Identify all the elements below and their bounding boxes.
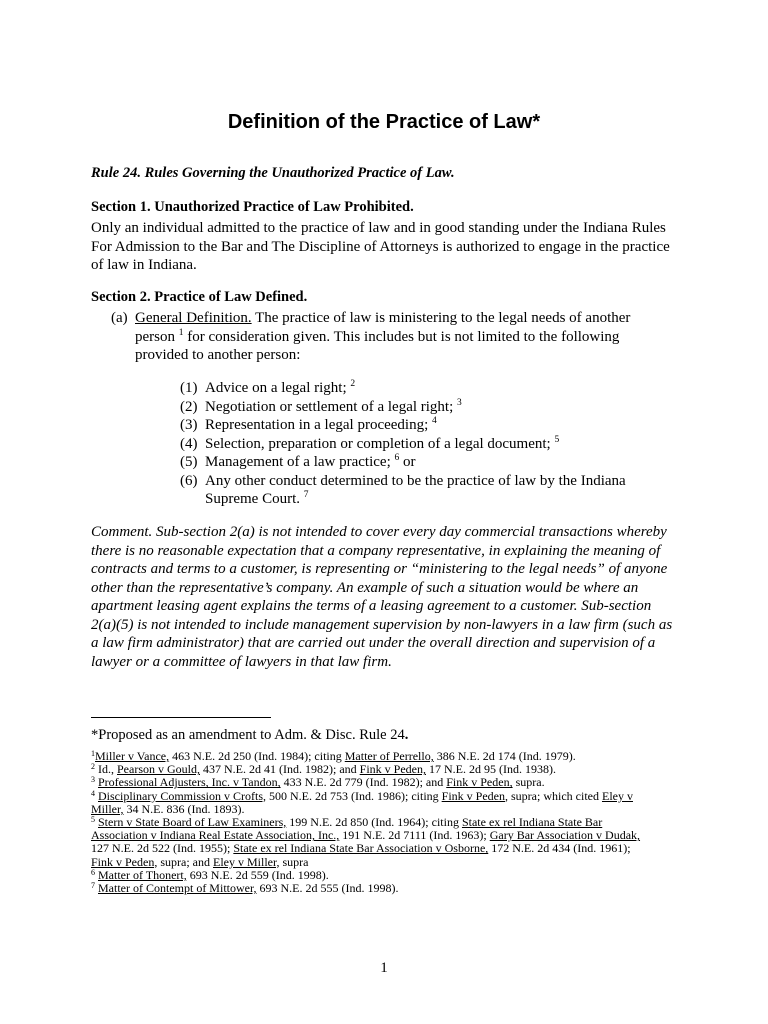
footnote-ref: 2 <box>350 379 356 389</box>
citation-text: 17 N.E. 2d 95 (Ind. 1938). <box>426 762 556 777</box>
proposed-note-period: . <box>404 727 409 743</box>
footnote-ref: 7 <box>303 490 309 500</box>
citation-text: 433 N.E. 2d 779 (Ind. 1982); and <box>280 775 447 790</box>
citation-text: 693 N.E. 2d 559 (Ind. 1998). <box>186 867 329 882</box>
comment-line: contracts and terms to a customer, is representing or “ministering to the legal needs” of anyone <box>91 561 668 577</box>
case-citation: Matter of Perrello, <box>344 749 434 763</box>
definition-line-1: The practice of law is ministering to the legal needs of another <box>251 310 631 326</box>
section-1-body <box>91 219 691 275</box>
definition-line-3: provided to another person: <box>135 347 301 363</box>
general-definition-term: General Definition. <box>135 310 252 326</box>
footnote-ref: 4 <box>432 416 437 426</box>
case-citation: Fink v Peden, <box>446 775 513 790</box>
list-item-text-continued: Supreme Court. <box>205 491 304 507</box>
list-item-number: (6) <box>180 472 198 489</box>
list-item-number: (4) <box>180 435 198 452</box>
footnote-ref: 1 <box>178 327 184 338</box>
case-citation: Eley v Miller, <box>213 854 280 869</box>
case-citation: Fink v Peden <box>441 788 505 803</box>
definition-line-2-start: person <box>135 328 179 345</box>
list-item-number: (3) <box>180 417 198 433</box>
list-item <box>180 379 650 398</box>
list-item <box>180 435 650 454</box>
footnote-number: 3 <box>91 775 95 785</box>
comment-line: 2(a)(5) is not intended to include management supervision by non-lawyers in a law firm (such as <box>91 616 673 633</box>
case-citation: Association v Indiana Real Estate Association, Inc., <box>91 828 340 843</box>
case-citation: Professional Adjusters, Inc. v Tandon, <box>98 775 281 790</box>
footnote-ref: 3 <box>457 397 462 408</box>
footnote-number: 6 <box>91 867 95 877</box>
citation-text: 463 N.E. 2d 250 (Ind. 1984); citing <box>169 749 345 763</box>
list-item-number: (1) <box>180 380 198 396</box>
citation-text: 127 N.E. 2d 522 (Ind. 1955); <box>91 841 234 856</box>
footnote-ref: 5 <box>554 434 560 445</box>
footnote-separator <box>91 717 271 718</box>
citation-text: 386 N.E. 2d 174 (Ind. 1979). <box>433 749 576 763</box>
list-item-text: Management of a law practice; <box>205 454 395 470</box>
footnote-number: 7 <box>91 881 95 891</box>
list-item-text: Negotiation or settlement of a legal right; <box>205 398 458 415</box>
comment-line: apartment leasing agent explains the terms of a leasing agreement to a customer. Sub-section <box>91 598 652 614</box>
case-citation: Miller v Vance, <box>95 749 170 763</box>
list-item-text: Any other conduct determined to be the practice of law by the Indiana <box>205 472 626 489</box>
footnote-number: 5 <box>91 815 95 825</box>
list-item <box>180 398 650 417</box>
case-citation: Stern v State Board of Law Examiners, <box>98 815 287 830</box>
page-title: Definition of the Practice of Law* <box>227 111 541 133</box>
case-citation: State ex rel Indiana State Bar <box>461 815 603 830</box>
case-citation: Disciplinary Commission v Crofts, <box>98 788 266 803</box>
footnote-number: 2 <box>91 762 95 772</box>
proposed-note <box>91 726 408 744</box>
section-2-heading: Section 2. Practice of Law Defined. <box>91 289 308 305</box>
list-item <box>180 416 650 435</box>
citation-text: supra; and <box>157 854 213 869</box>
case-citation: State ex rel Indiana State Bar Association v Osborne, <box>233 841 489 856</box>
list-item-number: (5) <box>180 454 198 470</box>
case-citation: Matter of Thonert, <box>98 867 187 882</box>
footnote-number: 4 <box>91 788 95 798</box>
footnotes <box>91 750 691 895</box>
proposed-note-text: *Proposed as an amendment to Adm. & Disc. Rule 24 <box>91 727 405 743</box>
citation-text: 172 N.E. 2d 434 (Ind. 1961); <box>488 841 631 856</box>
section-1-line: of law in Indiana. <box>91 257 197 273</box>
case-citation: Fink v Peden, <box>91 854 158 869</box>
footnote-number: 1 <box>91 749 95 758</box>
comment-line: a law firm administrator) that are carried out under the overall direction and supervision of a <box>91 635 656 651</box>
list-item-suffix: or <box>399 454 416 470</box>
citation-text: Id., <box>95 762 117 777</box>
list-item-text: Representation in a legal proceeding; <box>205 417 432 433</box>
definition-line-2-rest: for consideration given. This includes but is not limited to the following <box>183 328 620 345</box>
section-1-line: Only an individual admitted to the practice of law and in good standing under the Indiana Rules <box>91 220 666 236</box>
footnote <box>91 882 691 895</box>
case-citation: Pearson v Gould, <box>117 762 200 777</box>
comment-line: Comment. Sub-section 2(a) is not intended to cover every day commercial transactions whereby <box>91 524 667 540</box>
page-number: 1 <box>380 960 388 976</box>
comment-line: there is no reasonable expectation that a company representative, in explaining the meaning of <box>91 542 661 559</box>
rule-heading: Rule 24. Rules Governing the Unauthorized Practice of Law. <box>91 165 455 181</box>
citation-text: supra. <box>512 775 545 790</box>
footnote <box>91 816 691 869</box>
case-citation: Gary Bar Association v Dudak, <box>489 828 641 843</box>
list-item <box>180 472 650 509</box>
comment-paragraph <box>91 523 691 671</box>
section-1-heading: Section 1. Unauthorized Practice of Law Prohibited. <box>91 199 414 215</box>
citation-text: 199 N.E. 2d 850 (Ind. 1964); citing <box>286 815 462 830</box>
case-citation: Fink v Peden, <box>359 762 426 777</box>
list-item-text: Selection, preparation or completion of a legal document; <box>205 435 555 452</box>
practice-list <box>180 379 650 509</box>
subsection-label: (a) <box>111 310 128 326</box>
citation-text: 500 N.E. 2d 753 (Ind. 1986); citing <box>266 788 442 803</box>
citation-text: 437 N.E. 2d 41 (Ind. 1982); and <box>200 762 360 777</box>
citation-text: supra <box>279 854 309 869</box>
comment-line: other than the representative’s company. An example of such a situation would be where an <box>91 579 639 596</box>
comment-line: lawyer or a committee of lawyers in that law firm. <box>91 653 392 670</box>
list-item <box>180 453 650 472</box>
case-citation: Miller, <box>91 801 124 816</box>
list-item-number: (2) <box>180 398 198 415</box>
case-citation: Eley v <box>601 788 633 803</box>
citation-text: 191 N.E. 2d 7111 (Ind. 1963); <box>339 828 490 843</box>
case-citation: Matter of Contempt of Mittower, <box>98 881 257 896</box>
footnote-ref: 6 <box>394 453 400 463</box>
citation-text: 693 N.E. 2d 555 (Ind. 1998). <box>256 881 399 896</box>
list-item-text: Advice on a legal right; <box>205 380 351 396</box>
citation-text: , supra; which cited <box>505 788 602 803</box>
section-1-line: For Admission to the Bar and The Discipline of Attorneys is authorized to engage in the practice <box>91 238 670 255</box>
footnote <box>91 790 691 816</box>
citation-text: 34 N.E. 836 (Ind. 1893). <box>123 801 245 816</box>
